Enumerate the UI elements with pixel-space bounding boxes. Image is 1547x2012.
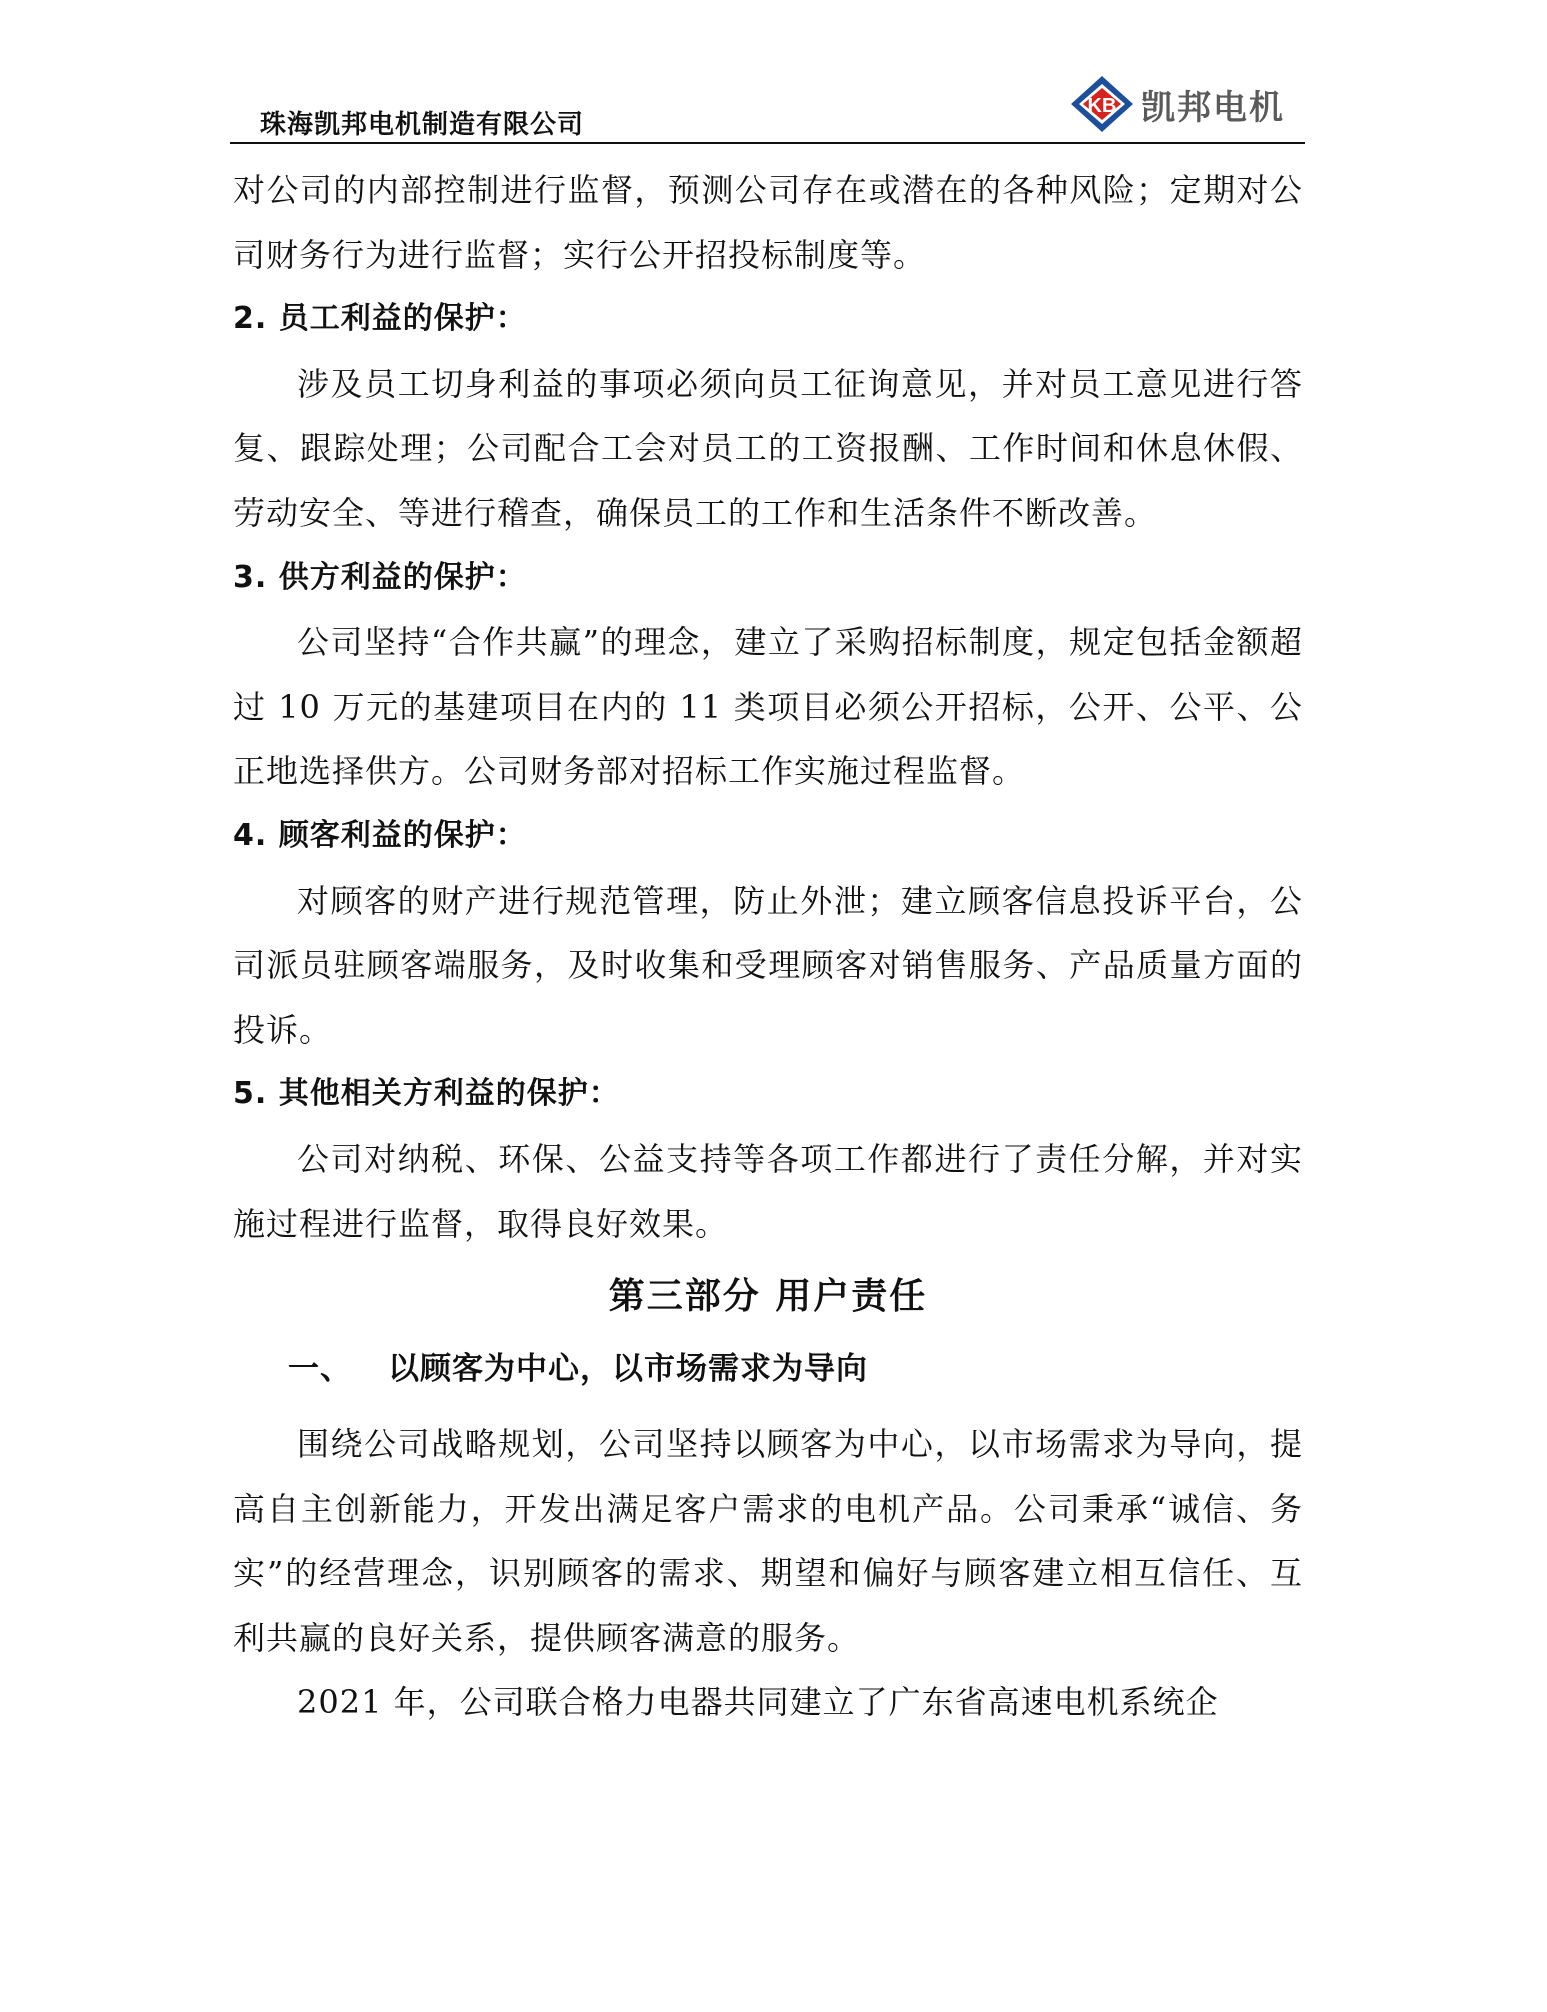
paragraph: 公司对纳税、环保、公益支持等各项工作都进行了责任分解，并对实施过程进行监督，取得良好效果。 [233,1139,1303,1243]
subheading-customer: 4. 顾客利益的保护： [233,817,527,853]
subheading-employee: 2. 员工利益的保护： [233,301,527,337]
paragraph: 公司坚持“合作共赢”的理念，建立了采购招标制度，规定包括金额超过 10 万元的基建项目在内的 11 类项目必须公开招标，公开、公平、公正地选择供方。公司财务部对招标工作实施过程监督。 [233,623,1303,791]
header-rule [230,142,1305,144]
part-title: 第三部分 用户责任 [608,1276,928,1318]
section-heading [233,1336,1303,1402]
paragraph: 对公司的内部控制进行监督，预测公司存在或潜在的各种风险；定期对公司财务行为进行监督；实行公开招投标制度等。 [233,171,1303,274]
paragraph: 对顾客的财产进行规范管理，防止外泄；建立顾客信息投诉平台，公司派员驻顾客端服务，及时收集和受理顾客对销售服务、产品质量方面的投诉。 [233,881,1303,1049]
company-logo [1067,74,1285,134]
section-number: 一、 [288,1351,352,1388]
subheading-other: 5. 其他相关方利益的保护： [233,1076,620,1112]
kb-logo-icon [1067,74,1137,134]
spacer [233,1402,1303,1412]
section-title: 以顾客为中心，以市场需求为导向 [388,1351,868,1388]
company-name: 珠海凯邦电机制造有限公司 [260,110,585,140]
paragraph: 围绕公司战略规划，公司坚持以顾客为中心，以市场需求为导向，提高自主创新能力，开发出满足客户需求的电机产品。公司秉承“诚信、务实”的经营理念，识别顾客的需求、期望和偏好与顾客建立相互信任、互利共赢的良好关系，提供顾客满意的服务。 [233,1425,1303,1657]
paragraph: 2021 年，公司联合格力电器共同建立了广东省高速电机系统企 [297,1683,1219,1722]
subheading-supplier: 3. 供方利益的保护： [233,559,527,595]
page-header [230,74,1305,144]
logo-text: 凯邦电机 [1141,87,1285,128]
logo-mark-text: KB [1087,95,1117,117]
document-body [233,158,1303,1735]
paragraph: 涉及员工切身利益的事项必须向员工征询意见，并对员工意见进行答复、跟踪处理；公司配合工会对员工的工资报酬、工作时间和休息休假、劳动安全、等进行稽查，确保员工的工作和生活条件不断改善。 [233,364,1303,532]
